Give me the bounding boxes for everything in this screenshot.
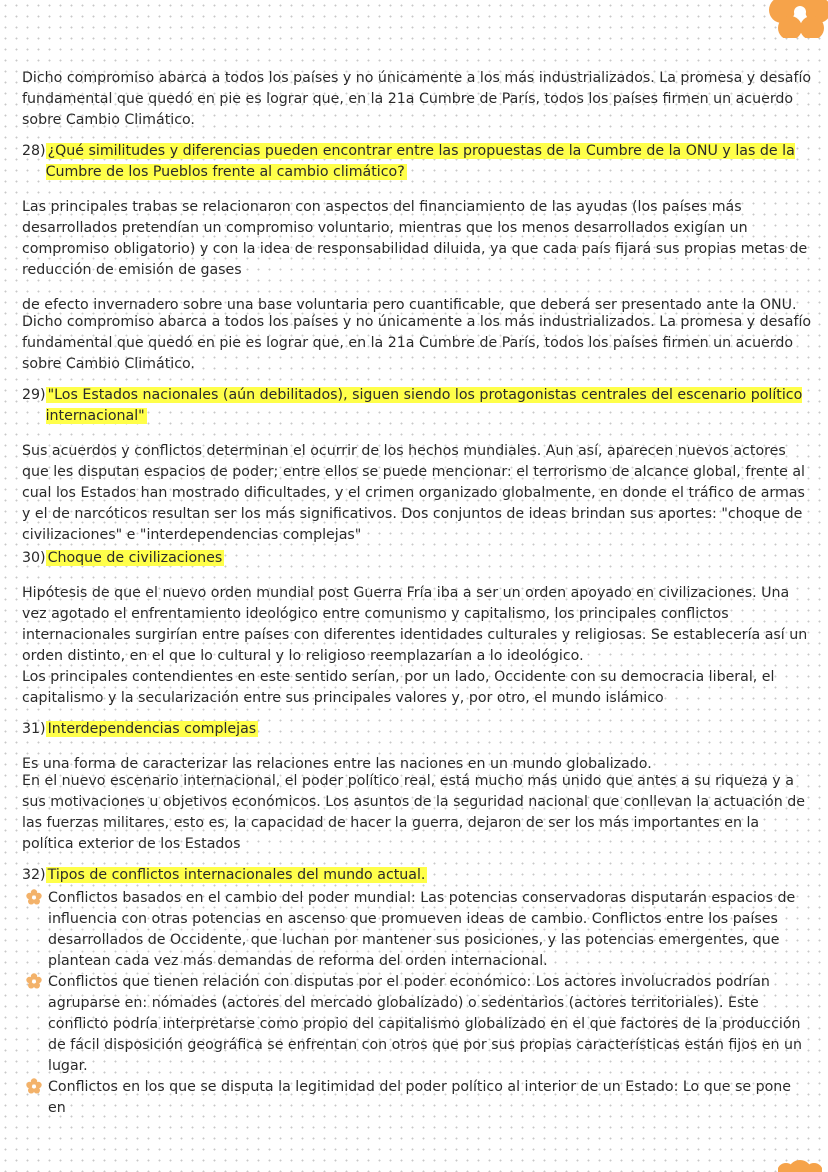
answer-30-continuation: Los principales contendientes en este sentido serían, por un lado, Occidente con su democracia liberal, el capitalismo y la secularización entre sus principales valores y, por otro, el mundo islámico bbox=[22, 669, 775, 706]
question-28 bbox=[22, 141, 812, 183]
question-text-highlighted: "Los Estados nacionales (aún debilitados), siguen siendo los protagonistas centrales del escenario político internacional" bbox=[45, 387, 803, 424]
list-item-text: Conflictos que tienen relación con disputas por el poder económico: Los actores involucrados podrían agruparse en: nómades (actores del mercado globalizado) o sedentarios (actores territoriales). Este conflicto podría interpretarse como propio del capitalismo globalizado en el que factores de la producción de fácil disposición geográfica se enfrentan con otros que por sus propias características están fijos en un lugar. bbox=[48, 974, 803, 1074]
notes-page bbox=[22, 68, 812, 1119]
answer-28: Las principales trabas se relacionaron con aspectos del financiamiento de las ayudas (los países más desarrollados pretendían un compromiso voluntario, mientras que los menos desarrollados exigían un compromiso obligatorio) y con la idea de responsabilidad diluida, ya que cada país fijará sus propias metas de reducción de emisión de gases bbox=[22, 199, 808, 278]
answer-30: Hipótesis de que el nuevo orden mundial post Guerra Fría iba a ser un orden apoyado en civilizaciones. Una vez agotado el enfrentamiento ideológico entre comunismo y capitalismo, los principales conflictos internacionales surgirían entre países con diferentes identidades culturales y religiosas. Se establecería así un orden distinto, en el que lo cultural y lo religioso reemplazarían a lo ideológico. bbox=[22, 585, 808, 664]
question-text-highlighted: Interdependencias complejas bbox=[47, 721, 257, 737]
question-text-highlighted: Tipos de conflictos internacionales del mundo actual. bbox=[47, 867, 426, 883]
answer-29: Sus acuerdos y conflictos determinan el ocurrir de los hechos mundiales. Aun así, aparecen nuevos actores que les disputan espacios de poder; entre ellos se puede mencionar: el terrorismo de alcance global, frente al cual los Estados han mostrado dificultades, y el crimen organizado globalmente, en donde el tráfico de armas y el de narcóticos resultan ser los más significativos. Dos conjuntos de ideas brindan sus aportes: "choque de civilizaciones" e "interdependencias complejas" bbox=[22, 443, 805, 543]
question-number: 32) bbox=[22, 867, 46, 883]
list-item bbox=[22, 1077, 812, 1119]
flower-bullet-icon bbox=[26, 973, 42, 989]
flower-bullet-icon bbox=[26, 889, 42, 905]
question-text-highlighted: Choque de civilizaciones bbox=[47, 550, 223, 566]
question-number: 30) bbox=[22, 550, 46, 566]
answer-31: Es una forma de caracterizar las relaciones entre las naciones en un mundo globalizado. bbox=[22, 756, 652, 772]
question-number: 28) bbox=[22, 143, 46, 159]
list-item-text: Conflictos en los que se disputa la legitimidad del poder político al interior de un Estado: Lo que se pone en bbox=[48, 1079, 791, 1116]
list-item bbox=[22, 888, 812, 972]
answer-28-continuation: de efecto invernadero sobre una base voluntaria pero cuantificable, que deberá ser presentado ante la ONU. bbox=[22, 297, 797, 313]
conflict-types-list bbox=[22, 888, 812, 1119]
flower-icon bbox=[778, 1152, 822, 1172]
question-31 bbox=[22, 719, 812, 740]
flower-bullet-icon bbox=[26, 1078, 42, 1094]
list-item-text: Conflictos basados en el cambio del poder mundial: Las potencias conservadoras disputarán espacios de influencia con otras potencias en ascenso que promueven ideas de cambio. Conflictos entre los países desarrollados de Occidente, que luchan por mantener sus posiciones, y las potencias emergentes, que plantean cada vez más demandas de reforma del orden internacional. bbox=[48, 890, 796, 969]
flower-icon bbox=[760, 0, 828, 38]
list-item bbox=[22, 972, 812, 1077]
question-number: 29) bbox=[22, 387, 46, 403]
question-text-highlighted: ¿Qué similitudes y diferencias pueden encontrar entre las propuestas de la Cumbre de la ONU y las de la Cumbre de los Pueblos frente al cambio climático? bbox=[45, 143, 795, 180]
answer-31-continuation: En el nuevo escenario internacional, el poder político real, está mucho más unido que antes a su riqueza y a sus motivaciones u objetivos económicos. Los asuntos de la seguridad nacional que conllevan la actuación de las fuerzas militares, esto es, la capacidad de hacer la guerra, dejaron de ser los más importantes en la política exterior de los Estados bbox=[22, 773, 805, 852]
question-number: 31) bbox=[22, 721, 46, 737]
paragraph-intro: Dicho compromiso abarca a todos los países y no únicamente a los más industrializados. La promesa y desafío fundamental que quedó en pie es lograr que, en la 21a Cumbre de París, todos los países firmen un acuerdo sobre Cambio Climático. bbox=[22, 70, 812, 128]
question-30 bbox=[22, 548, 812, 569]
question-32 bbox=[22, 865, 812, 886]
question-29 bbox=[22, 385, 812, 427]
answer-28-repeat: Dicho compromiso abarca a todos los países y no únicamente a los más industrializados. La promesa y desafío fundamental que quedó en pie es lograr que, en la 21a Cumbre de París, todos los países firmen un acuerdo sobre Cambio Climático. bbox=[22, 314, 812, 372]
